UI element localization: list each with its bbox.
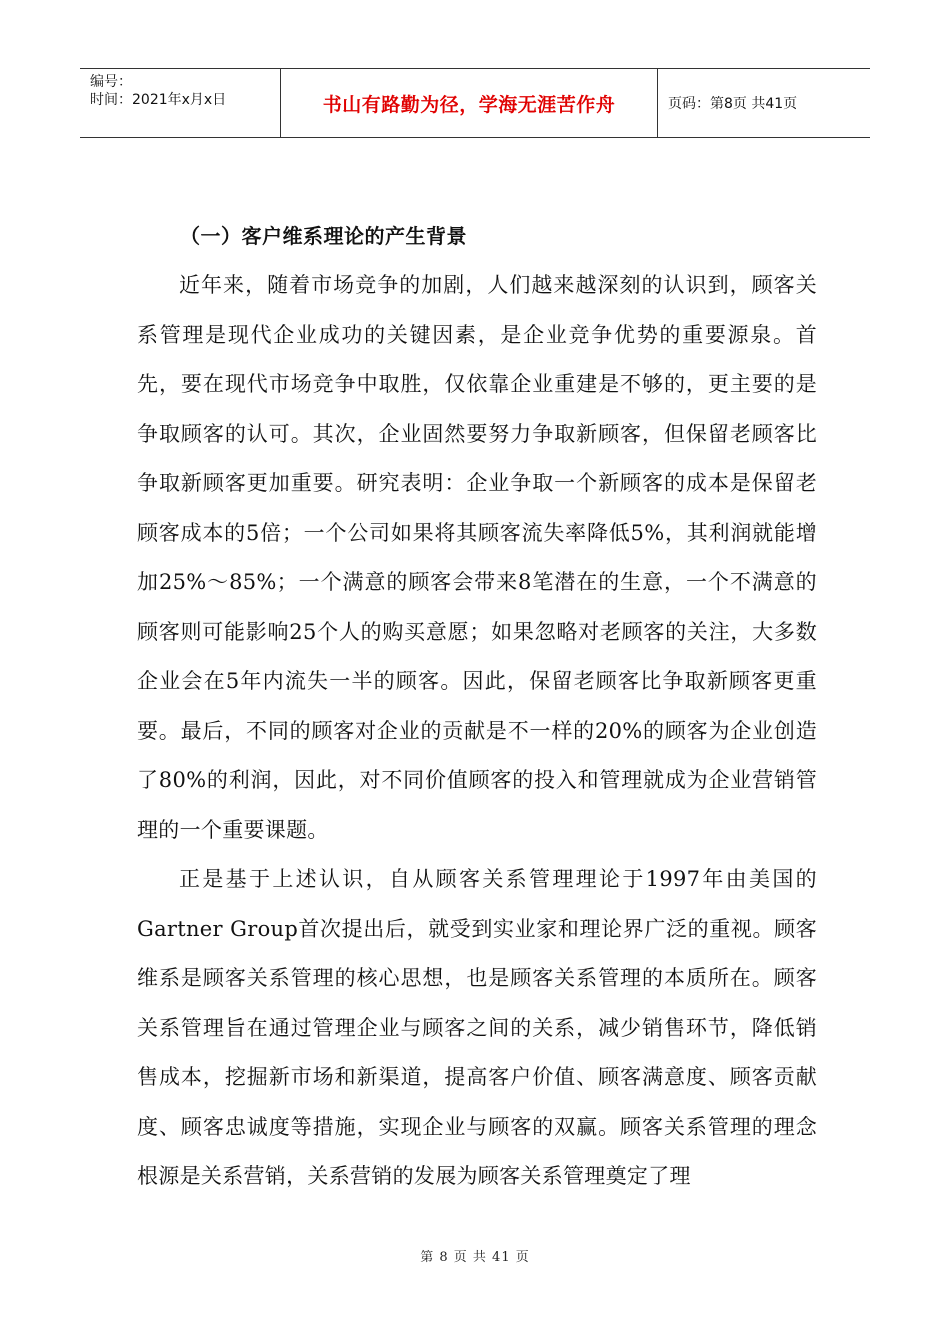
section-title: （一）客户维系理论的产生背景 xyxy=(180,224,467,248)
header-motto: 书山有路勤为径，学海无涯苦作舟 xyxy=(280,69,658,137)
document-number-label: 编号： xyxy=(90,74,132,90)
header-meta xyxy=(80,69,280,137)
body-paragraph-2: 正是基于上述认识，自从顾客关系管理理论于1997年由美国的Gartner Group首次提出后，就受到实业家和理论界广泛的重视。顾客维系是顾客关系管理的核心思想，也是顾客关系管理的本质所在。顾客关系管理旨在通过管理企业与顾客之间的关系，减少销售环节，降低销售成本，挖掘新市场和新渠道，提高客户价值、顾客满意度、顾客贡献度、顾客忠诚度等措施，实现企业与顾客的双赢。顾客关系管理的理念根源是关系营销，关系营销的发展为顾客关系管理奠定了理 xyxy=(137,867,817,1188)
document-body xyxy=(137,261,817,1202)
header-page-info: 页码：第8页 共41页 xyxy=(668,96,798,112)
document-header xyxy=(80,68,870,138)
body-paragraph-1: 近年来，随着市场竞争的加剧，人们越来越深刻的认识到，顾客关系管理是现代企业成功的关键因素，是企业竞争优势的重要源泉。首先，要在现代市场竞争中取胜，仅依靠企业重建是不够的，更主要的是争取顾客的认可。其次，企业固然要努力争取新顾客，但保留老顾客比争取新顾客更加重要。研究表明：企业争取一个新顾客的成本是保留老顾客成本的5倍；一个公司如果将其顾客流失率降低5%，其利润就能增加25%～85%；一个满意的顾客会带来8笔潜在的生意，一个不满意的顾客则可能影响25个人的购买意愿；如果忽略对老顾客的关注，大多数企业会在5年内流失一半的顾客。因此，保留老顾客比争取新顾客更重要。最后，不同的顾客对企业的贡献是不一样的20%的顾客为企业创造了80%的利润，因此，对不同价值顾客的投入和管理就成为企业营销管理的一个重要课题。 xyxy=(137,273,817,842)
document-time-label: 时间：2021年x月x日 xyxy=(90,92,227,108)
page-footer: 第 8 页 共 41 页 xyxy=(420,1250,530,1265)
